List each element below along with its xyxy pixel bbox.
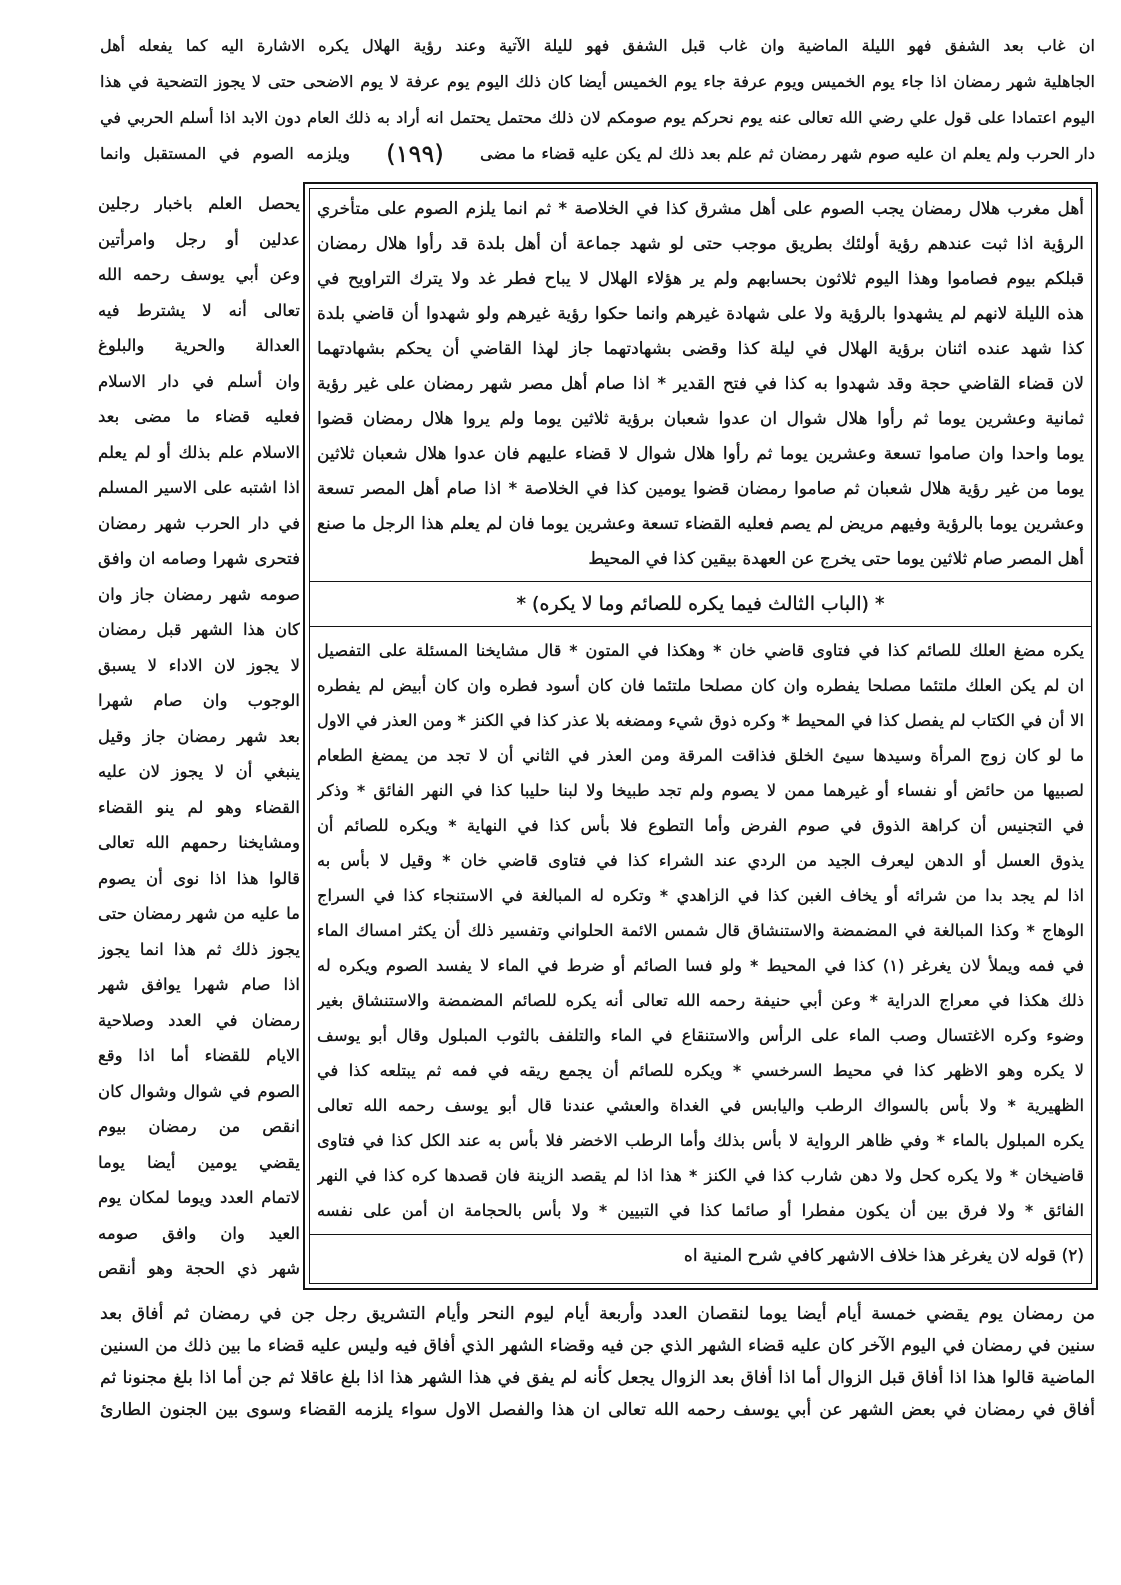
text-line: لان قضاء القاضي حجة وقد شهدوا به كذا في فتح القدير * اذا صام أهل مصر شهر رمضان على غير رؤية — [317, 374, 1084, 394]
text-line: اذا لم يجد بدا من شرائه أو يخاف الغبن كذا في الزاهدي * وتكره له المبالغة في الاستنجاء كذا في السراج — [317, 886, 1084, 905]
margin-text-line: وان أسلم في دار الاسلام — [98, 371, 300, 391]
text-line: ما لو كان زوج المرأة وسيدها سيئ الخلق فذاقت المرقة ومن العذر في الثاني أن لا تجد من يمضغ الطعام — [317, 746, 1084, 765]
margin-text-line: بعد شهر رمضان جاز وقيل — [98, 726, 300, 746]
margin-text-line: وعن أبي يوسف رحمه الله — [98, 265, 300, 284]
text-line: الا أن في الكتاب لم يفصل كذا في المحيط * وكره ذوق شيء ومضغه بلا عذر كذا في الكنز * ومن العذر في الاول — [317, 711, 1084, 730]
text-line: ذلك هكذا في معراج الدراية * وعن أبي حنيفة رحمه الله تعالى أنه يكره للصائم المضمضة والاستنشاق بغير — [317, 991, 1084, 1010]
text-line: في التجنيس أن كراهة الذوق في صوم الفرض وأما التطوع فلا بأس كذا في النهاية * ويكره للصائم أن — [317, 816, 1084, 835]
margin-text-line: العدالة والحرية والبلوغ — [98, 336, 300, 355]
text-line: الرؤية اذا ثبت عندهم رؤية أولئك بطريق موجب حتى لو شهد جماعة أن أهل بلدة قد رأوا هلال رمضان — [317, 234, 1084, 254]
text-line: لا يكره وهو الاظهر كذا في محيط السرخسي * ويكره للصائم أن يجمع ريقه في فمه ثم يبتلعه كذا في — [317, 1061, 1084, 1080]
margin-text-line: انقص من رمضان بيوم — [98, 1117, 300, 1136]
text-line: هذه الليلة لانهم لم يشهدوا بالرؤية ولا على شهادة غيرهم وانما حكوا رؤية غيرهم ولو شهدوا أن قاضي بلدة — [317, 304, 1084, 324]
margin-text-line: في دار الحرب شهر رمضان — [98, 513, 300, 533]
margin-text-line: لا يجوز لان الاداء لا يسبق — [98, 655, 300, 675]
text-line: الفائق * ولا فرق بين أن يكون مفطرا أو صائما كذا في التبيين * ولا بأس بالحجامة ان أمن على نفسه — [317, 1201, 1084, 1220]
margin-text-line: تعالى أنه لا يشترط فيه — [98, 300, 300, 320]
margin-text-line: شهر ذي الحجة وهو أنقص — [98, 1259, 300, 1278]
margin-text-line: ينبغي أن لا يجوز لان عليه — [98, 762, 300, 781]
text-line-with-page-number — [100, 136, 1095, 172]
header-text-block — [100, 28, 1095, 172]
text-line: وعشرين يوما بالرؤية وفيهم مريض لم يصم فعليه القضاء تسعة وعشرين يوما فان لم يعلم هذا الرجل ما صنع — [317, 514, 1084, 534]
footer-text-block — [100, 1298, 1095, 1426]
text-line: اليوم اعتمادا على قول علي رضي الله تعالى عنه يوم نحركم يوم صومكم لان ذلك محتمل يحتمل انه أراد به ذلك العام دون الابد اذا أسلم الحربي في — [100, 108, 1095, 127]
chapter-text — [317, 633, 1084, 1228]
text-line: قبلكم بيوم فصاموا وهذا اليوم ثلاثون بحسابهم ولم ير هؤلاء الهلال لا يباح فطر غد ولا يترك التراويح في — [317, 269, 1084, 289]
text-line: أهل المصر صام ثلاثين يوما حتى يخرج عن العهدة بيقين كذا في المحيط — [588, 549, 1084, 569]
text-line: يكره المبلول بالماء * وفي ظاهر الرواية لا بأس بذلك وأما الرطب الاخضر فلا بأس به عند الكل كذا في فتاوى — [317, 1131, 1084, 1150]
margin-text-line: كان هذا الشهر قبل رمضان — [98, 620, 300, 639]
margin-column — [98, 186, 300, 1287]
text-line: يذوق العسل أو الدهن ليعرف الجيد من الردي عند الشراء كذا في فتاوى قاضي خان * وقيل لا بأس به — [317, 851, 1084, 870]
margin-text-line: عدلين أو رجل وامرأتين — [98, 229, 300, 249]
text-line: يوما واحدا وان صاموا تسعة وعشرين يوما ثم رأوا هلال شوال لا قضاء عليهم فان عدوا هلال شعبان ثلاثين — [317, 444, 1084, 464]
margin-text-line: يجوز ذلك ثم هذا انما يجوز — [98, 939, 300, 959]
text-line: وضوء وكره الاغتسال وصب الماء على الرأس والاستنقاع في الماء والتلفف بالثوب المبلول وقال أبو يوسف — [317, 1026, 1084, 1045]
text-line: يوما من غير رؤية هلال شعبان ثم صاموا رمضان قضوا يومين كذا في الخلاصة * اذا صام أهل المصر تسعة — [317, 479, 1084, 499]
text-line: الظهيرية * ولا بأس بالسواك الرطب واليابس في الغداة والعشي عندنا قال أبو يوسف رحمه الله تعالى — [317, 1096, 1084, 1115]
margin-text-line: قالوا هذا اذا نوى أن يصوم — [98, 868, 300, 888]
text-line: في فمه ويملأ لان يغرغر (١) كذا في المحيط * ولو فسا الصائم أو ضرط في الماء لا يفسد الصوم ويكره له — [317, 956, 1084, 975]
text-line: قاضيخان * ولا يكره كحل ولا دهن شارب كذا في الكنز * هذا اذا لم يقصد الزينة فان قصدها كره كذا في النهر — [317, 1166, 1084, 1185]
text-line: يكره مضغ العلك للصائم كذا في فتاوى قاضي خان * وهكذا في المتون * قال مشايخنا المسئلة على التفصيل — [317, 641, 1084, 660]
text-line: ان غاب بعد الشفق فهو الليلة الماضية وان غاب قبل الشفق فهو لليلة الآتية وعند رؤية الهلال يكره الاشارة اليه كما يفعله أهل — [100, 36, 1095, 55]
page-number: (١٩٩) — [386, 140, 444, 168]
margin-text-line: الوجوب وان صام شهرا — [98, 691, 300, 710]
chapter-heading: * (الباب الثالث فيما يكره للصائم وما لا يكره) * — [516, 593, 885, 615]
margin-text-line: ومشايخنا رحمهم الله تعالى — [98, 833, 300, 852]
text-segment: دار الحرب ولم يعلم ان عليه صوم شهر رمضان ثم علم بعد ذلك لم يكن عليه قضاء ما مضى — [480, 144, 1095, 163]
margin-text-line: الايام للقضاء أما اذا وقع — [98, 1046, 300, 1065]
text-line: الوهاج * وكذا المبالغة في المضمضة والاستنشاق قال شمس الائمة الحلواني وتفسير ذلك أن يكثر امساك الماء — [317, 921, 1084, 940]
main-text-box — [303, 182, 1098, 1290]
text-segment: ويلزمه الصوم في المستقبل وانما — [100, 144, 350, 163]
text-line: كذا شهد عنده اثنان برؤية الهلال في ليلة كذا وقضى بشهادتهما جاز لهذا القاضي أن يحكم بشهادتهما — [317, 339, 1084, 359]
text-line: الماضية قالوا هذا اذا أفاق قبل الزوال أما اذا أفاق بعد الزوال يجعل كأنه لم يفق في هذا الشهر هذا اذا بلغ عاقلا ثم جن أما اذا بلغ مجنونا ثم — [100, 1368, 1095, 1388]
margin-text-line: فعليه قضاء ما مضى بعد — [98, 407, 300, 426]
chapter-heading-block — [317, 581, 1084, 627]
margin-text-line: يحصل العلم باخبار رجلين — [98, 194, 300, 213]
margin-text-line: ما عليه من شهر رمضان حتى — [98, 904, 300, 923]
margin-text-line: القضاء وهو لم ينو القضاء — [98, 797, 300, 817]
section-text — [317, 192, 1084, 577]
margin-text-line: فتحرى شهرا وصامه ان وافق — [98, 549, 300, 568]
margin-text-line: يقضي يومين أيضا يوما — [98, 1152, 300, 1172]
text-line: الجاهلية شهر رمضان اذا جاء يوم الخميس ويوم عرفة جاء يوم الخميس أيضا كان ذلك اليوم يوم عرفة لا يوم الاضحى حتى لا يجوز التضحية في هذا — [100, 72, 1095, 91]
text-line: لصبيها من حائض أو نفساء أو غيرهما ممن لا يصوم ولم تجد طبيخا ولا لبنا حليبا كذا في النهر الفائق * وذكر — [317, 781, 1084, 800]
margin-text-line: رمضان في العدد وصلاحية — [98, 1010, 300, 1030]
text-line: ثمانية وعشرين يوما ثم رأوا هلال شوال ان عدوا شعبان برؤية ثلاثين يوما ولم يروا هلال رمضان قضوا — [317, 409, 1084, 429]
margin-text-line: صومه شهر رمضان جاز وان — [98, 584, 300, 604]
margin-text-line: اذا اشتبه على الاسير المسلم — [98, 478, 300, 497]
margin-text-line: العيد وان وافق صومه — [98, 1223, 300, 1243]
text-line: أفاق في رمضان في بعض الشهر عن أبي يوسف رحمه الله تعالى ان هذا والفصل الاول سواء يلزمه القضاء وسوى بين الجنون الطارئ — [100, 1400, 1095, 1420]
text-line: ان لم يكن العلك ملتئما مصلحا يفطره وان كان مصلحا ملتئما فان كان أسود فطره وان كان أبيض لم يفطره — [317, 676, 1084, 695]
text-line: سنين في رمضان في اليوم الآخر كان عليه قضاء الشهر الذي جن فيه وقضاء الشهر الذي أفاق فيه وليس عليه قضاء ما بين ذلك من السنين — [100, 1336, 1095, 1356]
text-line: أهل مغرب هلال رمضان يجب الصوم على أهل مشرق كذا في الخلاصة * ثم انما يلزم الصوم على متأخري — [317, 199, 1084, 219]
main-text-content — [317, 192, 1084, 1280]
footnote-block — [317, 1234, 1084, 1273]
margin-text-line: الصوم في شوال وشوال كان — [98, 1081, 300, 1101]
text-line: من رمضان يوم يقضي خمسة أيام أيضا يوما لنقصان العدد وأربعة أيام ليوم النحر وأيام التشريق رجل جن في رمضان ثم أفاق بعد — [100, 1304, 1095, 1324]
margin-text-line: الاسلام علم بذلك أو لم يعلم — [98, 442, 300, 462]
margin-text-line: لاتمام العدد ويوما لمكان يوم — [98, 1188, 300, 1207]
margin-text-line: اذا صام شهرا يوافق شهر — [98, 975, 300, 994]
divider — [309, 626, 1092, 627]
footnote: (٢) قوله لان يغرغر هذا خلاف الاشهر كافي شرح المنية اه — [683, 1246, 1084, 1266]
